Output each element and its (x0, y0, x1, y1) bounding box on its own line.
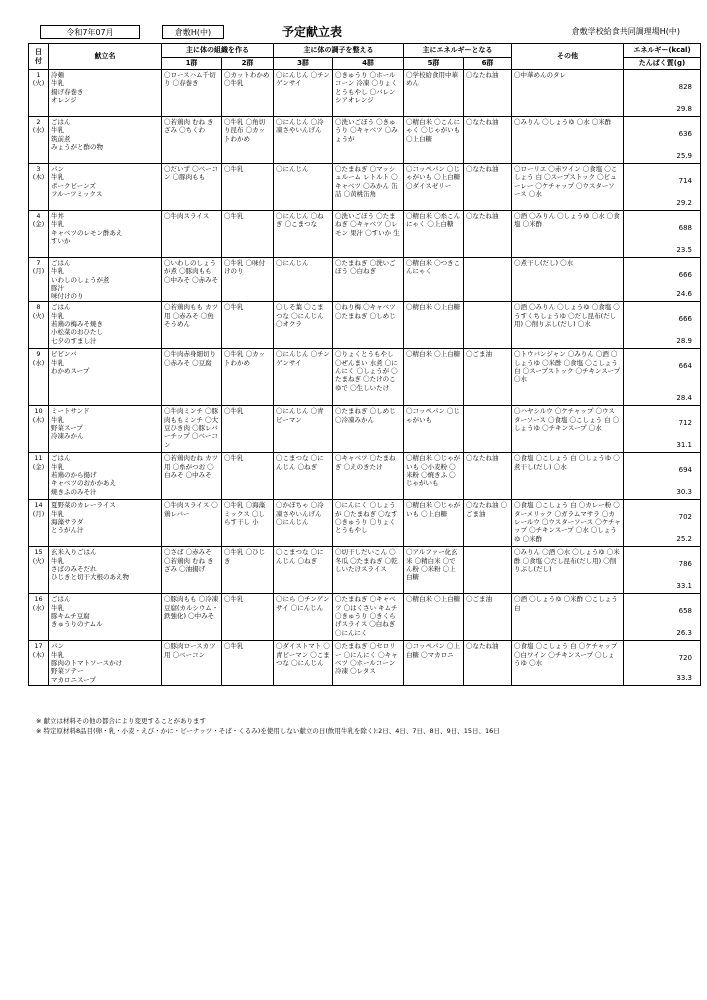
protein-header: たんぱく質(g) (624, 58, 701, 70)
group3-cell: 〇にんじん 〇青ピーマン (274, 406, 333, 453)
protein-value: 24.6 (676, 290, 692, 299)
protein-value: 26.3 (676, 629, 692, 638)
group1-cell: 〇牛肉スライス 〇鶏レバー (162, 500, 222, 547)
group2-cell: 〇牛乳 (222, 164, 274, 211)
day-number: 2 (36, 118, 41, 126)
energy-value: 702 (678, 513, 692, 522)
dishes-cell (49, 211, 162, 258)
group4-cell: 〇たまねぎ 〇しめじ 〇冷凍みかん (333, 406, 404, 453)
weekday: (木) (32, 415, 45, 424)
g5-header: 5群 (404, 58, 464, 70)
dishes-cell (49, 594, 162, 641)
group3-cell: 〇こまつな 〇にんじん 〇ねぎ (274, 547, 333, 594)
group4-cell: 〇きゅうり 〇ホールコーン 冷凍 〇りょくとうもやし 〇バレンシアオレンジ (333, 70, 404, 117)
dish-name: 牛乳 (51, 415, 64, 424)
group6-cell: 〇なたね油 (464, 641, 512, 686)
group2-cell: 〇牛乳 (222, 302, 274, 349)
table-row (29, 641, 701, 686)
g4-header: 4群 (333, 58, 404, 70)
other-cell: 〇食塩 〇こしょう 白 〇カレー粉 〇ターメリック 〇ガラムマサラ 〇カレールウ 〇ウスターソース 〇ケチャップ 〇チキンスープ 〇水 〇しょうゆ 〇米酢 (512, 500, 624, 547)
weekday: (木) (32, 173, 45, 182)
weekday: (火) (32, 79, 45, 88)
group4-cell: 〇りょくとうもやし 〇ぜんまい 水煮 〇にんにく 〇しょうが 〇たまねぎ 〇たけのこ ゆで 〇生しいたけ (333, 349, 404, 406)
group1-cell: 〇いわしのしょうが煮 〇豚肉もも 〇中みそ 〇赤みそ (162, 258, 222, 302)
nutrition-cell (624, 302, 701, 349)
day-number: 1 (36, 71, 41, 79)
nutrition-cell (624, 500, 701, 547)
dish-name: ごはん (51, 454, 71, 463)
group5-cell: 〇コッペパン 〇上白糖 〇マカロニ (404, 641, 464, 686)
dish-name: 牛乳 (51, 556, 64, 565)
dish-name: 小松菜のおひたし (51, 328, 103, 337)
group6-cell: 〇ごま油 (464, 594, 512, 641)
group6-cell: 〇なたね油 (464, 70, 512, 117)
dishes-cell (49, 500, 162, 547)
day-number: 15 (34, 548, 43, 557)
group3-cell: 〇こまつな 〇にんじん 〇ねぎ (274, 453, 333, 500)
dish-name: とうがん汁 (51, 526, 84, 535)
table-row (29, 349, 701, 406)
other-cell: 〇トウバンジャン 〇みりん 〇酒 〇しょうゆ 〇米酢 〇食塩 〇こしょう 白 〇スープストック 〇チキンスープ 〇水 (512, 349, 624, 406)
energy-value: 664 (678, 362, 692, 371)
dish-name: 夏野菜のカレーライス (51, 501, 116, 510)
group1-cell: 〇ロースハム千切り 〇春巻き (162, 70, 222, 117)
menu-name-header: 献立名 (49, 44, 162, 70)
date-cell (29, 117, 49, 164)
organization-label: 倉敷学校給食共同調理場H(中) (571, 27, 680, 36)
dish-name: 焼きふのみそ汁 (51, 487, 97, 496)
group1-cell: 〇牛肉スライス (162, 211, 222, 258)
dishes-cell (49, 453, 162, 500)
dish-name: 味付けのり (51, 292, 84, 301)
table-row (29, 453, 701, 500)
menu-body (29, 70, 701, 686)
dish-name: キャベツのおかかあえ (51, 479, 116, 488)
other-header: その他 (512, 44, 624, 70)
energy-value: 720 (678, 654, 692, 663)
day-header: 日 付 (29, 44, 49, 70)
protein-value: 28.4 (676, 394, 692, 403)
group4-cell: 〇切干しだいこん 〇冬瓜 〇たまねぎ 〇乾しいたけスライス (333, 547, 404, 594)
date-cell (29, 164, 49, 211)
other-cell: 〇ローリエ 〇赤ワイン 〇食塩 〇こしょう 白 〇スープストック 〇ピューレー 〇ケチャップ 〇ウスターソース 〇水 (512, 164, 624, 211)
dish-name: オレンジ (51, 95, 77, 104)
dish-name: ポークビーンズ (51, 181, 96, 190)
table-row (29, 70, 701, 117)
other-cell: 〇酒 〇みりん 〇しょうゆ 〇食塩 〇うすくちしょうゆ 〇だし昆布(だし用) 〇削りぶし(だし) 〇水 (512, 302, 624, 349)
dish-name: パン (51, 642, 64, 651)
group5-cell: 〇精白米 〇じゃがいも 〇小麦粉 〇米粉 〇焼きふ 〇じゃがいも (404, 453, 464, 500)
dish-name: フルーツミックス (51, 189, 103, 198)
dish-name: 筑前煮 (51, 134, 71, 143)
energy-value: 786 (678, 560, 692, 569)
group6-cell: 〇なたね油 (464, 164, 512, 211)
dish-name: パン (51, 165, 64, 173)
other-cell: 〇みりん 〇酒 〇水 〇しょうゆ 〇米酢 〇食塩 〇だし昆布(だし用) 〇削りぶし(だし) (512, 547, 624, 594)
dish-name: 牛乳 (51, 603, 64, 612)
date-cell (29, 70, 49, 117)
group4-cell: 〇たまねぎ 〇セロリー 〇にんにく 〇キャベツ 〇ホールコーン 冷凍 〇レタス (333, 641, 404, 686)
energy-value: 688 (678, 224, 692, 232)
dish-name: ひじきと切干大根のあえ物 (51, 573, 129, 582)
group2-cell: 〇牛乳 〇角切り昆布 〇カットわかめ (222, 117, 274, 164)
dish-name: 牛乳 (51, 173, 64, 182)
group1-cell: 〇さば 〇赤みそ 〇若鶏肉 むね きざみ 〇油揚げ (162, 547, 222, 594)
dish-name: 七夕のすまし汁 (51, 336, 97, 345)
day-number: 11 (34, 454, 43, 463)
dish-name: きゅうりのナムル (51, 620, 103, 629)
group2-cell: 〇牛乳 (222, 453, 274, 500)
table-row (29, 164, 701, 211)
group6-cell: 〇ごま油 (464, 349, 512, 406)
nutrition-cell (624, 211, 701, 258)
group4-cell: 〇たまねぎ 〇マッシュルーム レトルト 〇キャベツ 〇みかん 缶詰 〇黄桃缶角 (333, 164, 404, 211)
day-number: 8 (36, 303, 41, 312)
dishes-cell (49, 641, 162, 686)
dish-name: 野菜ソテー (51, 667, 84, 676)
nutrition-cell (624, 164, 701, 211)
energy-value: 714 (678, 177, 692, 185)
dish-name: ごはん (51, 118, 71, 126)
dish-name: 揚げ春巻き (51, 87, 84, 96)
group4-cell: 〇にんにく 〇しょうが 〇たまねぎ 〇なす 〇きゅうり 〇りょくとうもやし (333, 500, 404, 547)
group5-cell: 〇精白米 〇上白糖 (404, 302, 464, 349)
nutrition-cell (624, 258, 701, 302)
group4-cell: 〇たまねぎ 〇洗いごぼう 〇白ねぎ (333, 258, 404, 302)
dish-name: ごはん (51, 595, 71, 604)
protein-value: 28.9 (676, 337, 692, 346)
nutrition-cell (624, 349, 701, 406)
group4-cell: 〇キャベツ 〇たまねぎ 〇えのきたけ (333, 453, 404, 500)
protein-value: 29.2 (676, 198, 692, 207)
dish-name: 海藻サラダ (51, 518, 84, 527)
weekday: (金) (32, 220, 45, 229)
protein-value: 29.8 (676, 104, 692, 113)
group3-cell: 〇にんじん 〇ねぎ 〇こまつな (274, 211, 333, 258)
day-number: 17 (34, 642, 43, 651)
dish-name: 牛乳 (51, 462, 64, 471)
dish-name: 冷凍みかん (51, 432, 84, 441)
other-cell: 〇食塩 〇こしょう 白 〇ケチャップ 〇白ワイン 〇チキンスープ 〇しょうゆ 〇水 (512, 641, 624, 686)
dish-name: ごはん (51, 259, 71, 267)
group5-cell: 〇精白米 〇上白糖 (404, 594, 464, 641)
dishes-cell (49, 117, 162, 164)
energy-value: 666 (678, 271, 692, 279)
nutrition-cell (624, 453, 701, 500)
dish-name: 牛乳 (51, 311, 64, 320)
group3-cell: 〇にんじん (274, 164, 333, 211)
weekday: (火) (32, 556, 45, 565)
other-cell: 〇みりん 〇しょうゆ 〇水 〇米酢 (512, 117, 624, 164)
dish-name: 豚汁 (51, 283, 64, 292)
dish-name: 牛乳 (51, 509, 64, 518)
energy-value: 658 (678, 607, 692, 616)
other-cell: 〇食塩 〇こしょう 白 〇しょうゆ 〇煮干し(だし) 〇水 (512, 453, 624, 500)
day-number: 9 (36, 350, 41, 359)
dishes-cell (49, 302, 162, 349)
dishes-cell (49, 70, 162, 117)
energy-header: エネルギー(kcal) (624, 44, 701, 58)
g6-header: 6群 (464, 58, 512, 70)
dish-name: いわしのしょうが煮 (51, 275, 110, 284)
dish-name: みょうがと酢の物 (51, 142, 103, 151)
day-number: 16 (34, 595, 43, 604)
g2-header: 2群 (222, 58, 274, 70)
group3-cell: 〇かぼちゃ 〇冷凍さやいんげん 〇にんじん (274, 500, 333, 547)
group5-cell: 〇精白米 〇糸こんにゃく 〇上白糖 (404, 211, 464, 258)
weekday: (月) (32, 267, 45, 276)
dish-name: 若鶏の梅みそ焼き (51, 320, 103, 329)
group2-cell: 〇牛乳 〇ひじき (222, 547, 274, 594)
group-b-header: 主に体の調子を整える (274, 44, 404, 58)
group5-cell: 〇アルファー化玄米 〇精白米 〇でん粉 〇米粉 〇上白糖 (404, 547, 464, 594)
group4-cell: 〇洗いごぼう 〇たまねぎ 〇キャベツ 〇レモン 果汁 〇すいか 生 (333, 211, 404, 258)
group2-cell: 〇牛乳 〇味付けのり (222, 258, 274, 302)
group6-cell: 〇なたね油 (464, 117, 512, 164)
menu-table (28, 43, 701, 686)
dishes-cell (49, 258, 162, 302)
group6-cell: 〇なたね油 (464, 211, 512, 258)
dish-name: 牛乳 (51, 126, 64, 135)
weekday: (水) (32, 603, 45, 612)
group5-cell: 〇コッペパン 〇じゃがいも (404, 406, 464, 453)
group6-cell (464, 406, 512, 453)
day-number: 14 (34, 501, 43, 510)
date-cell (29, 547, 49, 594)
weekday: (月) (32, 509, 45, 518)
g3-header: 3群 (274, 58, 333, 70)
protein-value: 25.9 (676, 151, 692, 160)
protein-value: 33.1 (676, 582, 692, 591)
group1-cell: 〇牛肉赤身細切り 〇赤みそ 〇豆腐 (162, 349, 222, 406)
dish-name: 冷麺 (51, 71, 64, 79)
table-row (29, 406, 701, 453)
group3-cell: 〇ダイストマト 〇青ピーマン 〇こまつな 〇にんじん (274, 641, 333, 686)
day-number: 10 (34, 407, 43, 416)
protein-value: 30.3 (676, 488, 692, 497)
dish-name: 牛乳 (51, 220, 64, 229)
weekday: (火) (32, 311, 45, 320)
other-cell: 〇酒 〇みりん 〇しょうゆ 〇水 〇食塩 〇米酢 (512, 211, 624, 258)
dish-name: 豚キムチ豆腐 (51, 612, 90, 621)
month-label: 令和7年07月 (40, 25, 140, 39)
dish-name: 野菜スープ (51, 424, 83, 433)
notes (36, 716, 500, 736)
energy-value: 712 (678, 419, 692, 428)
protein-value: 31.1 (676, 441, 692, 450)
dish-name: すいか (51, 236, 71, 245)
dishes-cell (49, 349, 162, 406)
energy-value: 828 (678, 83, 692, 91)
dish-name: 牛乳 (51, 650, 64, 659)
date-cell (29, 211, 49, 258)
group6-cell (464, 258, 512, 302)
note-1: ※ 献立は材料その他の都合により変更することがあります (36, 717, 207, 725)
group1-cell: 〇だいず 〇ベーコン 〇豚肉もも (162, 164, 222, 211)
other-cell: 〇中華めんのタレ (512, 70, 624, 117)
group1-cell: 〇豚肉ロースカツ用 〇ベーコン (162, 641, 222, 686)
nutrition-cell (624, 594, 701, 641)
group5-cell: 〇精白米 〇こんにゃく 〇じゃがいも 〇上白糖 (404, 117, 464, 164)
group3-cell: 〇にんじん 〇チンゲンサイ (274, 70, 333, 117)
group4-cell: 〇たまねぎ 〇キャベツ 〇はくさい キムチ 〇きゅうり 〇きくらげスライス 〇白ねぎ 〇にんにく (333, 594, 404, 641)
date-cell (29, 500, 49, 547)
group2-cell: 〇牛乳 (222, 211, 274, 258)
date-cell (29, 258, 49, 302)
dish-name: マカロニスープ (51, 675, 96, 684)
day-number: 4 (36, 212, 41, 220)
date-cell (29, 453, 49, 500)
dish-name: 豚肉のトマトソースかけ (51, 659, 123, 668)
dish-name: ごはん (51, 303, 71, 312)
group5-cell: 〇精白米 〇じゃがいも 〇上白糖 (404, 500, 464, 547)
group2-cell: 〇牛乳 〇カットわかめ (222, 349, 274, 406)
group4-cell: 〇洗いごぼう 〇きゅうり 〇キャベツ 〇みょうが (333, 117, 404, 164)
other-cell: 〇酒 〇しょうゆ 〇米酢 〇こしょう 白 (512, 594, 624, 641)
protein-value: 33.3 (676, 674, 692, 683)
group5-cell: 〇精白米 〇上白糖 (404, 349, 464, 406)
dish-name: ミートサンド (51, 407, 90, 416)
dish-name: キャベツのレモン酢あえ (51, 228, 123, 237)
weekday: (木) (32, 650, 45, 659)
group5-cell: 〇学校給食用中華めん (404, 70, 464, 117)
date-cell (29, 349, 49, 406)
group-c-header: 主にエネルギーとなる (404, 44, 512, 58)
group1-cell: 〇若鶏肉むね カツ用 〇糸がつお 〇白みそ 〇中みそ (162, 453, 222, 500)
group1-cell: 〇若鶏肉 むね きざみ 〇ちくわ (162, 117, 222, 164)
protein-value: 25.2 (676, 535, 692, 544)
group6-cell: 〇なたね油 〇ごま油 (464, 500, 512, 547)
page-title: 予定献立表 (282, 25, 343, 39)
nutrition-cell (624, 547, 701, 594)
group3-cell: 〇しそ葉 〇こまつな 〇にんじん 〇オクラ (274, 302, 333, 349)
group3-cell: 〇にんじん 〇チンゲンサイ (274, 349, 333, 406)
other-cell: 〇煮干し(だし) 〇水 (512, 258, 624, 302)
day-number: 3 (36, 165, 41, 173)
date-cell (29, 594, 49, 641)
table-row (29, 594, 701, 641)
group-a-header: 主に体の組織を作る (162, 44, 274, 58)
date-cell (29, 406, 49, 453)
nutrition-cell (624, 117, 701, 164)
dish-name: 若鶏のから揚げ (51, 471, 97, 480)
weekday: (水) (32, 126, 45, 135)
nutrition-cell (624, 406, 701, 453)
dish-name: 牛乳 (51, 79, 64, 88)
group2-cell: 〇牛乳 (222, 594, 274, 641)
energy-value: 666 (678, 315, 692, 324)
table-row (29, 500, 701, 547)
dish-name: 牛乳 (51, 267, 64, 276)
dish-name: ビビンバ (51, 350, 77, 359)
group5-cell: 〇コッペパン 〇じゃがいも 〇上白糖 〇ダイスゼリー (404, 164, 464, 211)
g1-header: 1群 (162, 58, 222, 70)
table-row (29, 117, 701, 164)
table-row (29, 547, 701, 594)
date-cell (29, 641, 49, 686)
energy-value: 694 (678, 466, 692, 475)
dish-name: 牛乳 (51, 358, 64, 367)
dish-name: さばのみそだれ (51, 565, 97, 574)
date-cell (29, 302, 49, 349)
day-number: 7 (36, 259, 41, 267)
group2-cell: 〇牛乳 (222, 641, 274, 686)
dish-name: 玄米入りごはん (51, 548, 97, 557)
group3-cell: 〇にんじん 〇冷凍さやいんげん (274, 117, 333, 164)
group4-cell: 〇ねり梅 〇キャベツ 〇たまねぎ 〇しめじ (333, 302, 404, 349)
group1-cell: 〇牛肉ミンチ 〇豚肉ももミンチ 〇大豆ひき肉 〇豚レバーチップ 〇ベーコン (162, 406, 222, 453)
table-row (29, 302, 701, 349)
dishes-cell (49, 164, 162, 211)
group5-cell: 〇精白米 〇つきこんにゃく (404, 258, 464, 302)
group6-cell: 〇なたね油 (464, 453, 512, 500)
dishes-cell (49, 406, 162, 453)
table-row (29, 258, 701, 302)
note-2: ※ 特定原材料8品目(卵・乳・小麦・えび・かに・ピーナッツ・そば・くるみ)を使用しない献立の日(飲用牛乳を除く):2日、4日、7日、8日、9日、15日、16日 (36, 727, 500, 735)
group2-cell: 〇カットわかめ 〇牛乳 (222, 70, 274, 117)
weekday: (水) (32, 358, 45, 367)
energy-value: 636 (678, 130, 692, 138)
other-cell: 〇ハヤシルウ 〇ケチャップ 〇ウスターソース 〇食塩 〇こしょう 白 〇しょうゆ 〇チキンスープ 〇水 (512, 406, 624, 453)
group2-cell: 〇牛乳 (222, 406, 274, 453)
group1-cell: 〇豚肉もも 〇冷凍豆腐(カルシウム・鉄強化) 〇中みそ (162, 594, 222, 641)
group6-cell (464, 302, 512, 349)
group6-cell (464, 547, 512, 594)
dish-name: 牛丼 (51, 212, 64, 220)
protein-value: 23.5 (676, 245, 692, 254)
group3-cell: 〇にら 〇チンゲンサイ 〇にんじん (274, 594, 333, 641)
dishes-cell (49, 547, 162, 594)
group2-cell: 〇牛乳 〇海藻ミックス 〇しらす干し 小 (222, 500, 274, 547)
group1-cell: 〇若鶏肉もも カツ用 〇赤みそ 〇魚そうめん (162, 302, 222, 349)
school-label: 倉敷H(中) (162, 25, 224, 39)
dish-name: わかめスープ (51, 367, 90, 376)
group3-cell: 〇にんじん (274, 258, 333, 302)
nutrition-cell (624, 641, 701, 686)
nutrition-cell (624, 70, 701, 117)
table-row (29, 211, 701, 258)
weekday: (金) (32, 462, 45, 471)
